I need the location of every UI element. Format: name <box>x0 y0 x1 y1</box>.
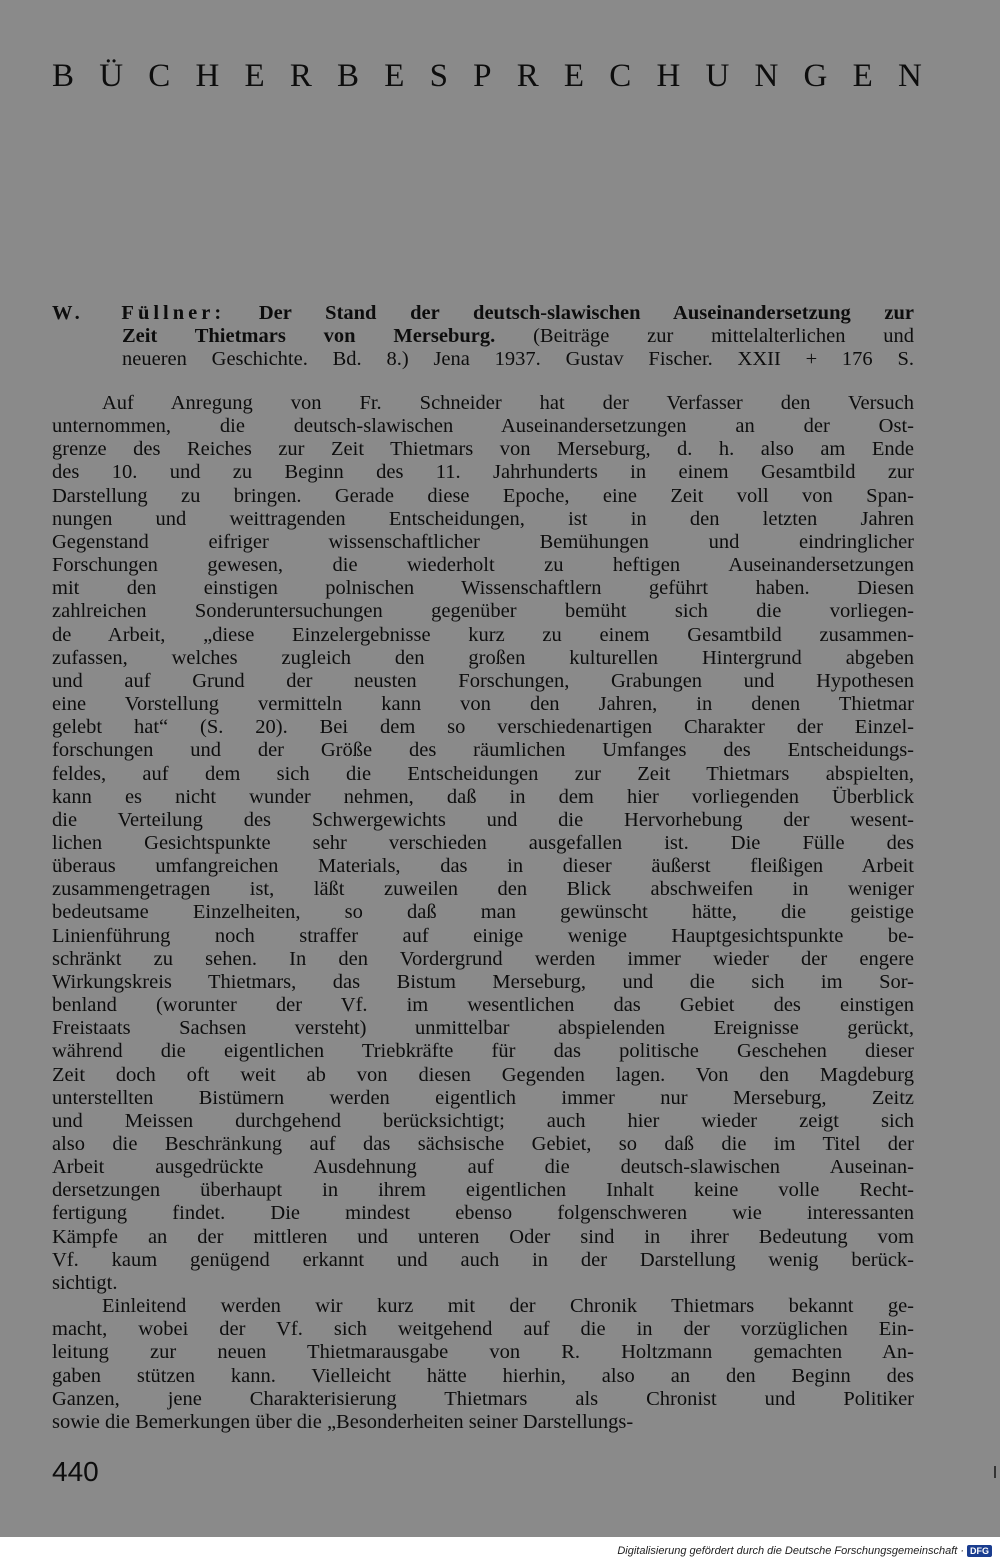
section-title-letter: U <box>705 58 730 94</box>
body-line: Linienführung noch straffer auf einige wenige Hauptgesichtspunkte be- <box>52 924 914 947</box>
section-title-letter: E <box>384 58 405 94</box>
section-title-letter: S <box>429 58 448 94</box>
section-title-letter: R <box>289 58 312 94</box>
body-line: benland (worunter der Vf. im wesentlichen das Gebiet des einstigen <box>52 994 914 1017</box>
section-title-letter: E <box>563 58 585 94</box>
footer-credit-text: Digitalisierung gefördert durch die Deutsche Forschungsgemeinschaft <box>617 1545 958 1557</box>
body-line: fertigung findet. Die mindest ebenso folgenschweren wie interessanten <box>52 1202 914 1225</box>
scan-edge-mark <box>994 1466 996 1478</box>
review-heading-line-2 <box>52 325 914 348</box>
section-title-letter: C <box>148 58 171 94</box>
body-line: Darstellung zu bringen. Gerade diese Epoche, eine Zeit voll von Span- <box>52 484 914 507</box>
body-line: Vf. kaum genügend erkannt und auch in der Darstellung wenig berück- <box>52 1248 914 1271</box>
body-line: sichtigt. <box>52 1271 118 1294</box>
body-line: Kämpfe an der mittleren und unteren Oder sind in ihrer Bedeutung vom <box>52 1225 914 1248</box>
body-line: kann es nicht wunder nehmen, daß in dem hier vorliegenden Überblick <box>52 785 914 808</box>
body-line: sowie die Bemerkungen über die „Besonderheiten seiner Darstellungs- <box>52 1410 634 1433</box>
section-title-letter: C <box>609 58 632 94</box>
body-line: Gegenstand eifriger wissenschaftlicher Bemühungen und eindringlicher <box>52 530 914 553</box>
body-line: Ganzen, jene Charakterisierung Thietmars als Chronist und Politiker <box>52 1387 914 1410</box>
body-line: zusammengetragen ist, läßt zuweilen den Blick abschweifen in weniger <box>52 878 914 901</box>
body-line: de Arbeit, „diese Einzelergebnisse kurz zu einem Gesamtbild zusammen- <box>52 623 914 646</box>
body-line: schränkt zu sehen. In den Vordergrund werden immer wieder der engere <box>52 947 914 970</box>
body-line: gelebt hat“ (S. 20). Bei dem so verschiedenartigen Charakter der Einzel- <box>52 716 914 739</box>
review-heading <box>52 302 914 371</box>
body-line: also die Beschränkung auf das sächsische Gebiet, so daß die im Titel der <box>52 1133 914 1155</box>
body-line: Freistaats Sachsen versteht) unmittelbar abspielenden Ereignisse gerückt, <box>52 1017 914 1040</box>
body-line: Arbeit ausgedrückte Ausdehnung auf die deutsch-slawischen Auseinan- <box>52 1156 914 1179</box>
body-line: leitung zur neuen Thietmarausgabe von R. Holtzmann gemachten An- <box>52 1341 914 1364</box>
body-line: unterstellten Bistümern werden eigentlich immer nur Merseburg, Zeitz <box>52 1086 914 1109</box>
body-line: forschungen und der Größe des räumlichen Umfanges des Entscheidungs- <box>52 739 914 762</box>
body-line: grenze des Reiches zur Zeit Thietmars von Merseburg, d. h. also am Ende <box>52 438 914 461</box>
body-line: und auf Grund der neusten Forschungen, Grabungen und Hypothesen <box>52 669 914 692</box>
body-line: bedeutsame Einzelheiten, so daß man gewünscht hätte, die geistige <box>52 901 914 924</box>
body-line: Wirkungskreis Thietmars, das Bistum Merseburg, und die sich im Sor- <box>52 970 914 993</box>
body-line: überaus umfangreichen Materials, das in dieser äußerst fleißigen Arbeit <box>52 855 914 878</box>
review-title-part-1: Der Stand der deutsch-slawischen Auseinandersetzung zur <box>258 302 914 324</box>
section-title-letter: H <box>656 58 681 94</box>
review-publication-info: neueren Geschichte. Bd. 8.) Jena 1937. Gustav Fischer. XXII + 176 S. <box>122 348 914 370</box>
body-line: feldes, auf dem sich die Entscheidungen zur Zeit Thietmars abspielten, <box>52 762 914 785</box>
footer-bar <box>0 1537 1000 1561</box>
body-line: Forschungen gewesen, die wiederholt zu heftigen Auseinandersetzungen <box>52 554 914 577</box>
review-series-info: (Beiträge zur mittelalterlichen und <box>533 325 915 347</box>
body-line: zufassen, welches zugleich den großen kulturellen Hintergrund abgeben <box>52 646 914 669</box>
section-title-letter: H <box>195 58 220 94</box>
body-line: nungen und weittragenden Entscheidungen, ist in den letzten Jahren <box>52 507 914 530</box>
body-line: mit den einstigen polnischen Wissenschaftlern geführt haben. Diesen <box>52 577 914 600</box>
body-line: Zeit doch oft weit ab von diesen Gegenden lagen. Von den Magdeburg <box>52 1063 914 1086</box>
section-title-letter: N <box>897 58 922 94</box>
body-line: Auf Anregung von Fr. Schneider hat der Verfasser den Versuch <box>102 392 914 414</box>
footer-credit: Digitalisierung gefördert durch die Deutsche Forschungsgemeinschaft · DFG <box>617 1545 992 1557</box>
body-line: dersetzungen überhaupt in ihrem eigentlichen Inhalt keine volle Recht- <box>52 1179 914 1202</box>
body-line: lichen Gesichtspunkte sehr verschieden ausgefallen ist. Die Fülle des <box>52 831 914 854</box>
body-line: zahlreichen Sonderuntersuchungen gegenüber bemüht sich die vorliegen- <box>52 600 914 623</box>
section-title-letter: P <box>473 58 492 94</box>
section-title-letter: Ü <box>99 58 124 94</box>
review-title-part-2: Zeit Thietmars von Merseburg. <box>122 325 496 347</box>
body-line: macht, wobei der Vf. sich weitgehend auf die in der vorzüglichen Ein- <box>52 1318 914 1341</box>
review-heading-line-1 <box>52 302 914 325</box>
body-line: gaben stützen kann. Vielleicht hätte hierhin, also an den Beginn des <box>52 1364 914 1387</box>
review-author: W. Füllner: <box>52 302 226 324</box>
body-line: Einleitend werden wir kurz mit der Chronik Thietmars bekannt ge- <box>102 1295 914 1318</box>
section-title-letter: N <box>754 58 779 94</box>
dfg-logo-icon: DFG <box>967 1545 992 1557</box>
body-line: des 10. und zu Beginn des 11. Jahrhunderts in einem Gesamtbild zur <box>52 461 914 484</box>
section-title-letter: B <box>337 58 360 94</box>
body-line: unternommen, die deutsch-slawischen Auseinandersetzungen an der Ost- <box>52 415 914 438</box>
section-title-letter: E <box>852 58 873 94</box>
review-body <box>52 392 914 1434</box>
body-line: eine Vorstellung vermitteln kann von den Jahren, in denen Thietmar <box>52 693 914 716</box>
section-title-letter: E <box>244 58 265 94</box>
body-line: und Meissen durchgehend berücksichtigt; auch hier wieder zeigt sich <box>52 1109 914 1132</box>
section-title <box>52 58 922 95</box>
section-title-letter: G <box>803 58 828 94</box>
body-line: während die eigentlichen Triebkräfte für das politische Geschehen dieser <box>52 1040 914 1063</box>
section-title-letter: B <box>52 58 75 94</box>
body-line: die Verteilung des Schwergewichts und die Hervorhebung der wesent- <box>52 808 914 831</box>
section-title-letter: R <box>516 58 539 94</box>
page-number: 440 <box>52 1456 99 1487</box>
